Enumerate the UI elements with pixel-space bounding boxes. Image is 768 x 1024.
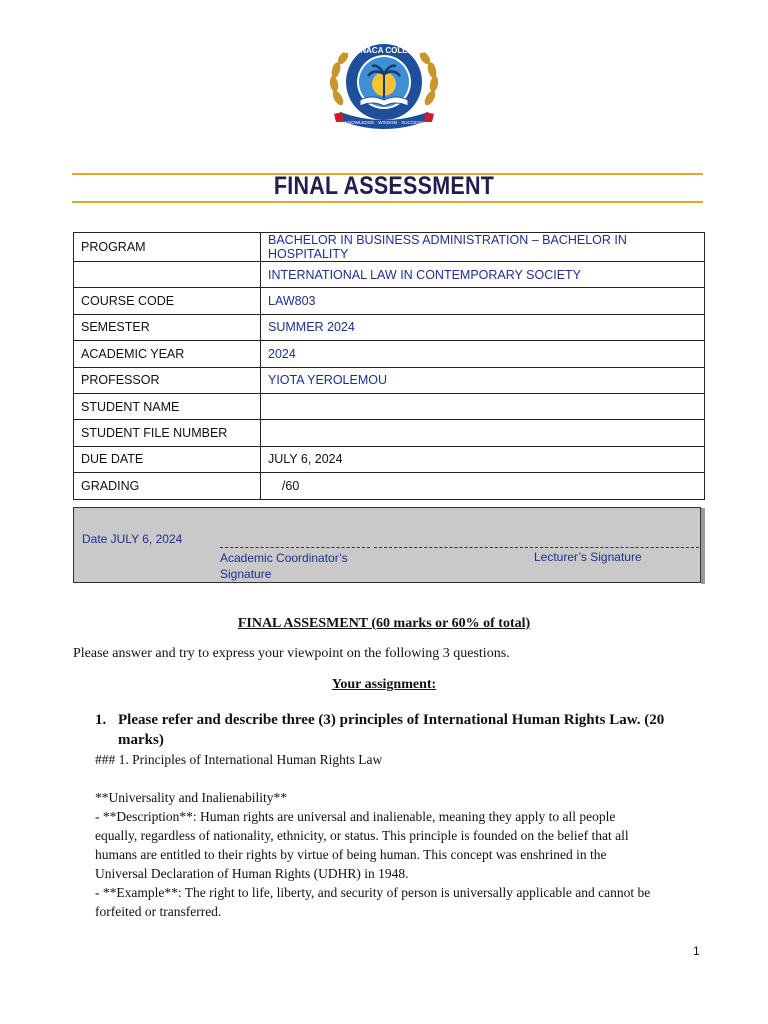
info-row bbox=[74, 473, 705, 499]
assignment-label: Your assignment: bbox=[331, 677, 437, 692]
signature-box bbox=[73, 507, 701, 583]
info-row bbox=[74, 446, 705, 472]
lecturer-signature-line bbox=[374, 547, 699, 548]
answer-line: equally, regardless of nationality, ethnicity, or status. This principle is founded on the belief that all bbox=[95, 828, 629, 843]
answer-line: - **Description**: Human rights are universal and inalienable, meaning they apply to all people bbox=[95, 809, 616, 824]
info-row bbox=[74, 420, 705, 446]
info-key bbox=[74, 262, 261, 288]
info-value: JULY 6, 2024 bbox=[261, 446, 705, 472]
info-value: /60 bbox=[261, 473, 705, 499]
answer-line: Universal Declaration of Human Rights (UDHR) in 1948. bbox=[95, 866, 409, 881]
info-row bbox=[74, 393, 705, 419]
bottom-rule bbox=[72, 201, 703, 203]
signature-date: Date JULY 6, 2024 bbox=[82, 532, 183, 546]
info-row bbox=[74, 233, 705, 262]
logo-motto: KNOWLEDGE · WISDOM · SUCCESS bbox=[344, 120, 424, 125]
info-key: DUE DATE bbox=[74, 446, 261, 472]
info-row bbox=[74, 314, 705, 340]
college-logo bbox=[326, 38, 442, 134]
info-row bbox=[74, 341, 705, 367]
answer-line: humans are entitled to their rights by virtue of being human. This concept was enshrined in the bbox=[95, 847, 607, 862]
info-value bbox=[261, 393, 705, 419]
coordinator-signature-label: Academic Coordinator’s Signature bbox=[220, 551, 348, 581]
answer-text bbox=[95, 750, 675, 921]
info-value bbox=[261, 420, 705, 446]
info-value: 2024 bbox=[261, 341, 705, 367]
course-info-table bbox=[73, 232, 705, 500]
info-key: GRADING bbox=[74, 473, 261, 499]
answer-line: **Universality and Inalienability** bbox=[95, 790, 287, 805]
info-row bbox=[74, 288, 705, 314]
info-key: SEMESTER bbox=[74, 314, 261, 340]
info-value: YIOTA YEROLEMOU bbox=[261, 367, 705, 393]
lecturer-signature-label: Lecturer’s Signature bbox=[534, 550, 642, 564]
assessment-heading: FINAL ASSESMENT (60 marks or 60% of total) bbox=[237, 616, 531, 631]
page-number: 1 bbox=[693, 944, 700, 958]
info-value: LAW803 bbox=[261, 288, 705, 314]
answer-line: ### 1. Principles of International Human Rights Law bbox=[95, 752, 383, 767]
logo-name: LARNACA COLLEGE bbox=[343, 46, 425, 55]
question-text: Please refer and describe three (3) principles of International Human Rights Law. (20 marks) bbox=[118, 712, 665, 748]
answer-line bbox=[95, 769, 675, 788]
info-key: STUDENT NAME bbox=[74, 393, 261, 419]
answer-line: - **Example**: The right to life, liberty, and security of person is universally applicable and cannot be bbox=[95, 885, 651, 900]
info-value: SUMMER 2024 bbox=[261, 314, 705, 340]
info-row bbox=[74, 262, 705, 288]
info-key: COURSE CODE bbox=[74, 288, 261, 314]
info-key: ACADEMIC YEAR bbox=[74, 341, 261, 367]
info-row bbox=[74, 367, 705, 393]
info-value: INTERNATIONAL LAW IN CONTEMPORARY SOCIETY bbox=[261, 262, 705, 288]
info-value: BACHELOR IN BUSINESS ADMINISTRATION – BACHELOR IN HOSPITALITY bbox=[261, 233, 705, 262]
info-key: STUDENT FILE NUMBER bbox=[74, 420, 261, 446]
coordinator-signature-line bbox=[220, 547, 370, 548]
answer-line: forfeited or transferred. bbox=[95, 904, 222, 919]
signature-box-shadow bbox=[701, 508, 705, 584]
question-1 bbox=[95, 710, 685, 750]
info-key: PROGRAM bbox=[74, 233, 261, 262]
instructions: Please answer and try to express your viewpoint on the following 3 questions. bbox=[73, 646, 510, 661]
info-key: PROFESSOR bbox=[74, 367, 261, 393]
page-title: FINAL ASSESSMENT bbox=[273, 172, 495, 200]
question-number: 1. bbox=[95, 712, 107, 728]
